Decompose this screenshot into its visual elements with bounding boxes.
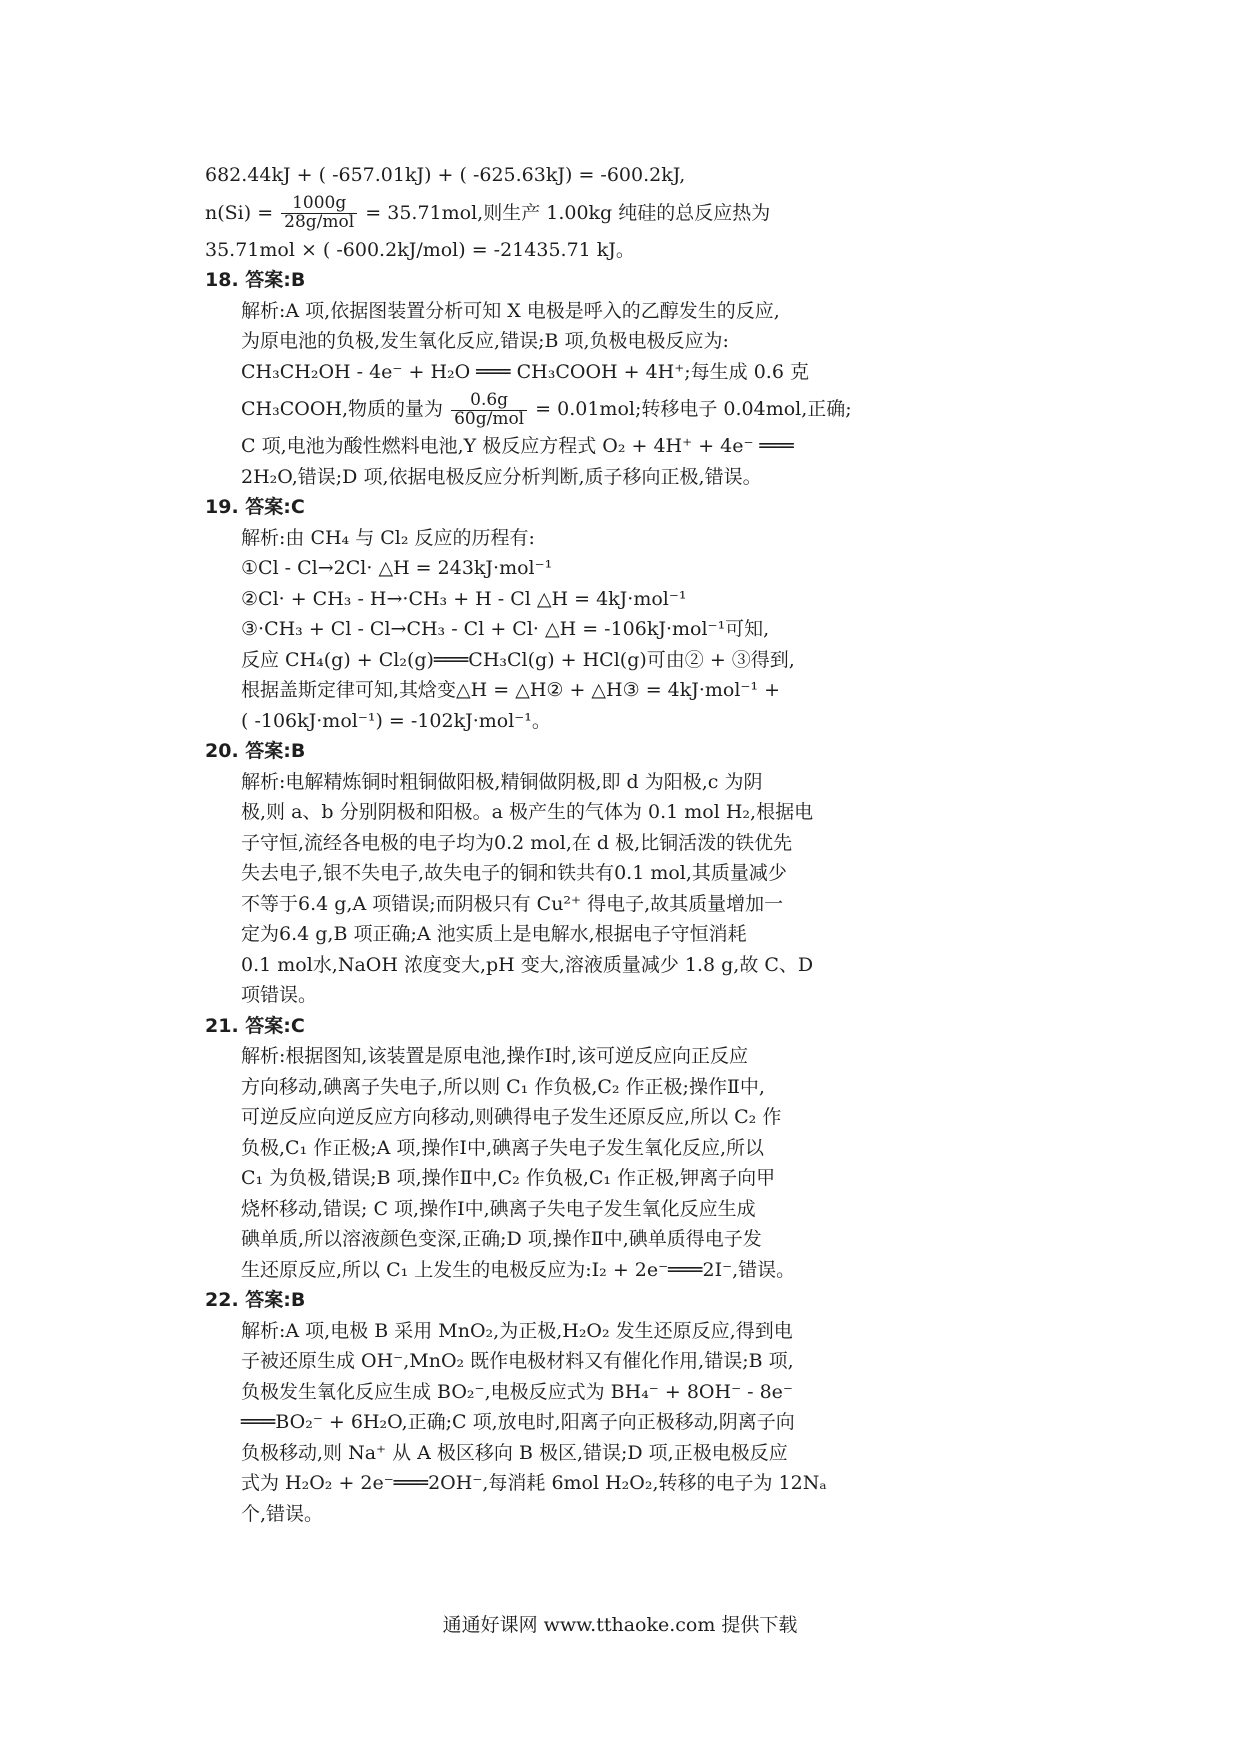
analysis-line: 生还原反应,所以 C₁ 上发生的电极反应为:I₂ + 2e⁻═══2I⁻,错误。	[241, 1258, 796, 1281]
calc-line: 682.44kJ + ( -657.01kJ) + ( -625.63kJ) = -600.2kJ,	[205, 164, 686, 186]
question-20-answer: 20. 答案:B	[205, 740, 306, 762]
fraction-denominator: 28g/mol	[284, 212, 355, 232]
question-19-answer: 19. 答案:C	[205, 496, 305, 518]
analysis-line: 2H₂O,错误;D 项,依据电极反应分析判断,质子移向正极,错误。	[241, 465, 762, 488]
analysis-line: 烧杯移动,错误; C 项,操作Ⅰ中,碘离子失电子发生氧化反应生成	[241, 1197, 756, 1220]
analysis-line: ③·CH₃ + Cl - Cl→CH₃ - Cl + Cl· △H = -106kJ·mol⁻¹可知,	[241, 618, 770, 640]
analysis-line: ②Cl· + CH₃ - H→·CH₃ + H - Cl △H = 4kJ·mol⁻¹	[241, 587, 687, 610]
analysis-line: 反应 CH₄(g) + Cl₂(g)═══CH₃Cl(g) + HCl(g)可由② + ③得到,	[241, 648, 795, 671]
question-21-answer: 21. 答案:C	[205, 1014, 305, 1037]
calc-line: 35.71mol × ( -600.2kJ/mol) = -21435.71 kJ。	[205, 238, 635, 261]
analysis-line: 负极移动,则 Na⁺ 从 A 极区移向 B 极区,错误;D 项,正极电极反应	[241, 1441, 788, 1464]
analysis-line: 根据盖斯定律可知,其焓变△H = △H② + △H③ = 4kJ·mol⁻¹ +	[241, 679, 781, 701]
fraction-numerator: 1000g	[281, 195, 357, 214]
analysis-line: 子守恒,流经各电极的电子均为0.2 mol,在 d 极,比铜活泼的铁优先	[241, 831, 793, 854]
document-body	[205, 160, 885, 1529]
fraction-numerator: 0.6g	[451, 392, 527, 411]
analysis-line: 解析:由 CH₄ 与 Cl₂ 反应的历程有:	[241, 526, 535, 549]
analysis-line: 方向移动,碘离子失电子,所以则 C₁ 作负极,C₂ 作正极;操作Ⅱ中,	[241, 1075, 765, 1098]
analysis-line: 个,错误。	[241, 1502, 324, 1525]
question-22-answer: 22. 答案:B	[205, 1289, 306, 1311]
analysis-line-fraction	[205, 387, 885, 431]
analysis-line: 式为 H₂O₂ + 2e⁻═══2OH⁻,每消耗 6mol H₂O₂,转移的电子为 12Nₐ	[241, 1472, 827, 1494]
analysis-line: 极,则 a、b 分别阴极和阳极。a 极产生的气体为 0.1 mol H₂,根据电	[241, 801, 814, 823]
analysis-line: 失去电子,银不失电子,故失电子的铜和铁共有0.1 mol,其质量减少	[241, 862, 787, 884]
analysis-line: ═══BO₂⁻ + 6H₂O,正确;C 项,放电时,阳离子向正极移动,阴离子向	[241, 1411, 795, 1433]
analysis-line: 可逆反应向逆反应方向移动,则碘得电子发生还原反应,所以 C₂ 作	[241, 1106, 782, 1128]
analysis-line: 子被还原生成 OH⁻,MnO₂ 既作电极材料又有催化作用,错误;B 项,	[241, 1350, 794, 1372]
text-segment: = 0.01mol;转移电子 0.04mol,正确;	[535, 398, 852, 420]
text-segment: CH₃COOH,物质的量为	[241, 398, 444, 420]
analysis-line: 为原电池的负极,发生氧化反应,错误;B 项,负极电极反应为:	[241, 330, 729, 352]
fraction	[451, 389, 527, 429]
analysis-line: 解析:A 项,依据图装置分析可知 X 电极是呼入的乙醇发生的反应,	[241, 299, 780, 322]
analysis-line: 不等于6.4 g,A 项错误;而阴极只有 Cu²⁺ 得电子,故其质量增加一	[241, 892, 784, 915]
calc-line-fraction	[205, 191, 885, 235]
analysis-line: C₁ 为负极,错误;B 项,操作Ⅱ中,C₂ 作负极,C₁ 作正极,钾离子向甲	[241, 1167, 776, 1189]
analysis-line: 定为6.4 g,B 项正确;A 池实质上是电解水,根据电子守恒消耗	[241, 923, 747, 945]
analysis-line: 项错误。	[241, 984, 318, 1006]
analysis-line: 负极,C₁ 作正极;A 项,操作Ⅰ中,碘离子失电子发生氧化反应,所以	[241, 1136, 765, 1159]
fraction	[281, 195, 357, 232]
analysis-line: 碘单质,所以溶液颜色变深,正确;D 项,操作Ⅱ中,碘单质得电子发	[241, 1228, 762, 1250]
analysis-line: ①Cl - Cl→2Cl· △H = 243kJ·mol⁻¹	[241, 557, 553, 579]
analysis-line: 0.1 mol水,NaOH 浓度变大,pH 变大,溶液质量减少 1.8 g,故 C、D	[241, 953, 814, 976]
analysis-line: 解析:A 项,电极 B 采用 MnO₂,为正极,H₂O₂ 发生还原反应,得到电	[241, 1319, 793, 1342]
analysis-line: 负极发生氧化反应生成 BO₂⁻,电极反应式为 BH₄⁻ + 8OH⁻ - 8e⁻	[241, 1380, 793, 1403]
analysis-line: C 项,电池为酸性燃料电池,Y 极反应方程式 O₂ + 4H⁺ + 4e⁻ ═══	[241, 435, 794, 457]
footer-source-note: 通通好课网 www.tthaoke.com 提供下载	[442, 1614, 798, 1636]
fraction-denominator: 60g/mol	[454, 408, 525, 429]
question-18-answer: 18. 答案:B	[205, 269, 306, 291]
text-segment: = 35.71mol,则生产 1.00kg 纯硅的总反应热为	[365, 201, 771, 224]
analysis-line: 解析:根据图知,该装置是原电池,操作Ⅰ时,该可逆反应向正反应	[241, 1045, 749, 1067]
analysis-line: ( -106kJ·mol⁻¹) = -102kJ·mol⁻¹。	[241, 709, 551, 732]
text-segment: n(Si) =	[205, 201, 274, 224]
analysis-line: CH₃CH₂OH - 4e⁻ + H₂O ═══ CH₃COOH + 4H⁺;每生成 0.6 克	[241, 360, 809, 383]
analysis-line: 解析:电解精炼铜时粗铜做阳极,精铜做阴极,即 d 为阳极,c 为阴	[241, 770, 763, 793]
